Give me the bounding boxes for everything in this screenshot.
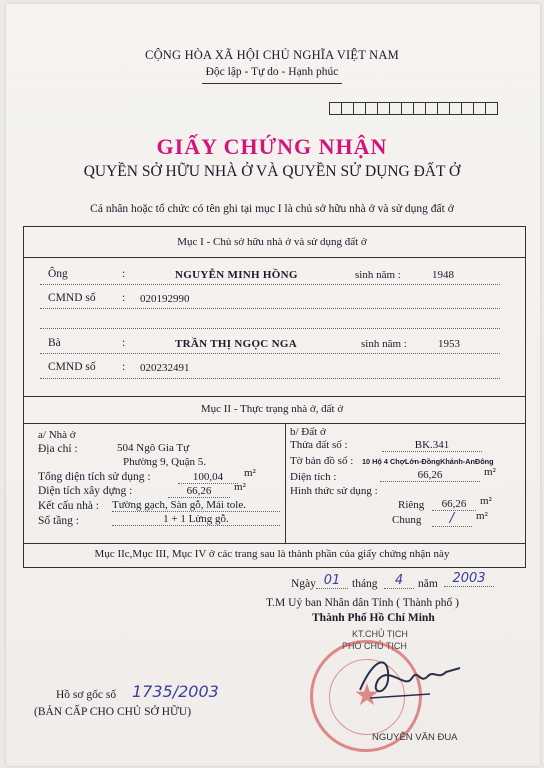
column-divider [285,423,286,543]
authority-line2: Thành Phố Hồ Chí Minh [312,612,435,624]
official-seal: ★ [310,640,422,752]
dotted-line [40,353,500,354]
shared-unit: m² [476,510,488,522]
record-label: Hồ sơ gốc số [56,689,117,701]
signer-name: NGUYỄN VĂN ĐUA [372,732,458,743]
colon: : [122,361,126,373]
total-area-label: Tổng diện tích sử dụng : [38,471,151,483]
land-heading: b/ Đất ở [290,426,326,438]
record-number: 1735/2003 [132,682,219,701]
date-month: 4 [384,573,414,589]
date-day: 01 [316,573,348,589]
shared-value: / [432,511,472,527]
footer-note: Mục IIc,Mục III, Mục IV ở các trang sau là thành phần của giấy chứng nhận này [94,548,450,560]
map-value: 10 Hộ 4 ChợLớn-ĐồngKhánh-AnĐông [362,457,494,466]
plot-value: BK.341 [382,439,482,452]
map-label: Tờ bản đồ số : [290,455,354,467]
authority-line1: T.M Uỷ ban Nhân dân Tỉnh ( Thành phố ) [266,597,459,609]
dotted-line [40,308,500,309]
divider [23,423,526,424]
role-line1: KT.CHỦ TỊCH [352,629,408,639]
role-line2: PHÓ CHỦ TỊCH [342,641,407,651]
document-title: GIẤY CHỨNG NHẬN [156,134,388,159]
owner1-birth-label: sinh năm : [355,269,401,281]
private-unit: m² [480,495,492,507]
land-area-unit: m² [484,466,496,478]
private-value: 66,26 [432,498,476,511]
structure-value: Tường gạch, Sàn gỗ, Mái tole. [112,499,280,512]
total-area-value: 100,04 [178,471,238,484]
floors-value: 1 + 1 Lửng gỗ. [112,513,280,526]
serial-number-boxes [330,102,498,115]
area-unit: m² [234,481,246,493]
dotted-line [40,284,500,285]
colon: : [122,337,126,349]
signature [350,650,470,710]
owner1-id: 020192990 [140,293,190,305]
divider [23,257,526,258]
owner2-id: 020232491 [140,362,190,374]
owner1-title: Ông [48,268,68,280]
structure-label: Kết cấu nhà : [38,500,99,512]
built-area-value: 66,26 [168,485,230,498]
section2-heading: Mục II - Thực trạng nhà ở, đất ở [200,403,344,415]
year-label: năm [418,578,438,590]
owner1-id-label: CMND số [48,292,96,304]
date-prefix: Ngày [291,578,316,590]
owner2-id-label: CMND số [48,361,96,373]
colon: : [122,268,126,280]
divider [23,543,526,544]
plot-label: Thửa đất số : [290,439,348,451]
motto-underline [202,83,342,84]
motto: Độc lập - Tự do - Hạnh phúc [205,66,339,78]
copy-note: (BẢN CẤP CHO CHỦ SỞ HỮU) [34,706,192,718]
owner2-title: Bà [48,337,61,349]
land-area-label: Diện tích : [290,471,337,483]
floors-label: Số tầng : [38,515,79,527]
section1-heading: Mục I - Chủ sở hữu nhà ở và sử dụng đất ở [177,236,367,248]
owner2-birth-label: sinh năm : [361,338,407,350]
owner2-name: TRẦN THỊ NGỌC NGA [175,338,297,350]
address-line1: 504 Ngô Gia Tự [117,442,190,454]
dotted-line [40,328,500,329]
built-area-label: Diện tích xây dựng : [38,485,133,497]
dotted-line [40,378,500,379]
divider [23,396,526,397]
nation-header: CỘNG HÒA XÃ HỘI CHỦ NGHĨA VIỆT NAM [145,48,399,62]
owner2-birth-year: 1953 [438,338,460,350]
owner1-name: NGUYỄN MINH HỒNG [175,269,298,281]
address-line2: Phường 9, Quận 5. [123,456,206,468]
address-label: Địa chỉ : [38,443,78,455]
private-label: Riêng [398,499,425,511]
area-unit: m² [244,467,256,479]
date-year: 2003 [444,571,494,587]
usage-label: Hình thức sử dụng : [290,485,378,497]
land-area-value: 66,26 [380,469,480,482]
house-heading: a/ Nhà ở [38,429,76,441]
colon: : [122,292,126,304]
owner1-birth-year: 1948 [432,269,454,281]
document-subtitle: QUYỀN SỞ HỮU NHÀ Ở VÀ QUYỀN SỬ DỤNG ĐẤT Ở [83,163,461,180]
intro-text: Cá nhân hoặc tổ chức có tên ghi tại mục I là chủ sở hữu nhà ở và sử dụng đất ở [90,203,454,215]
month-label: tháng [352,578,378,590]
shared-label: Chung [392,514,422,526]
